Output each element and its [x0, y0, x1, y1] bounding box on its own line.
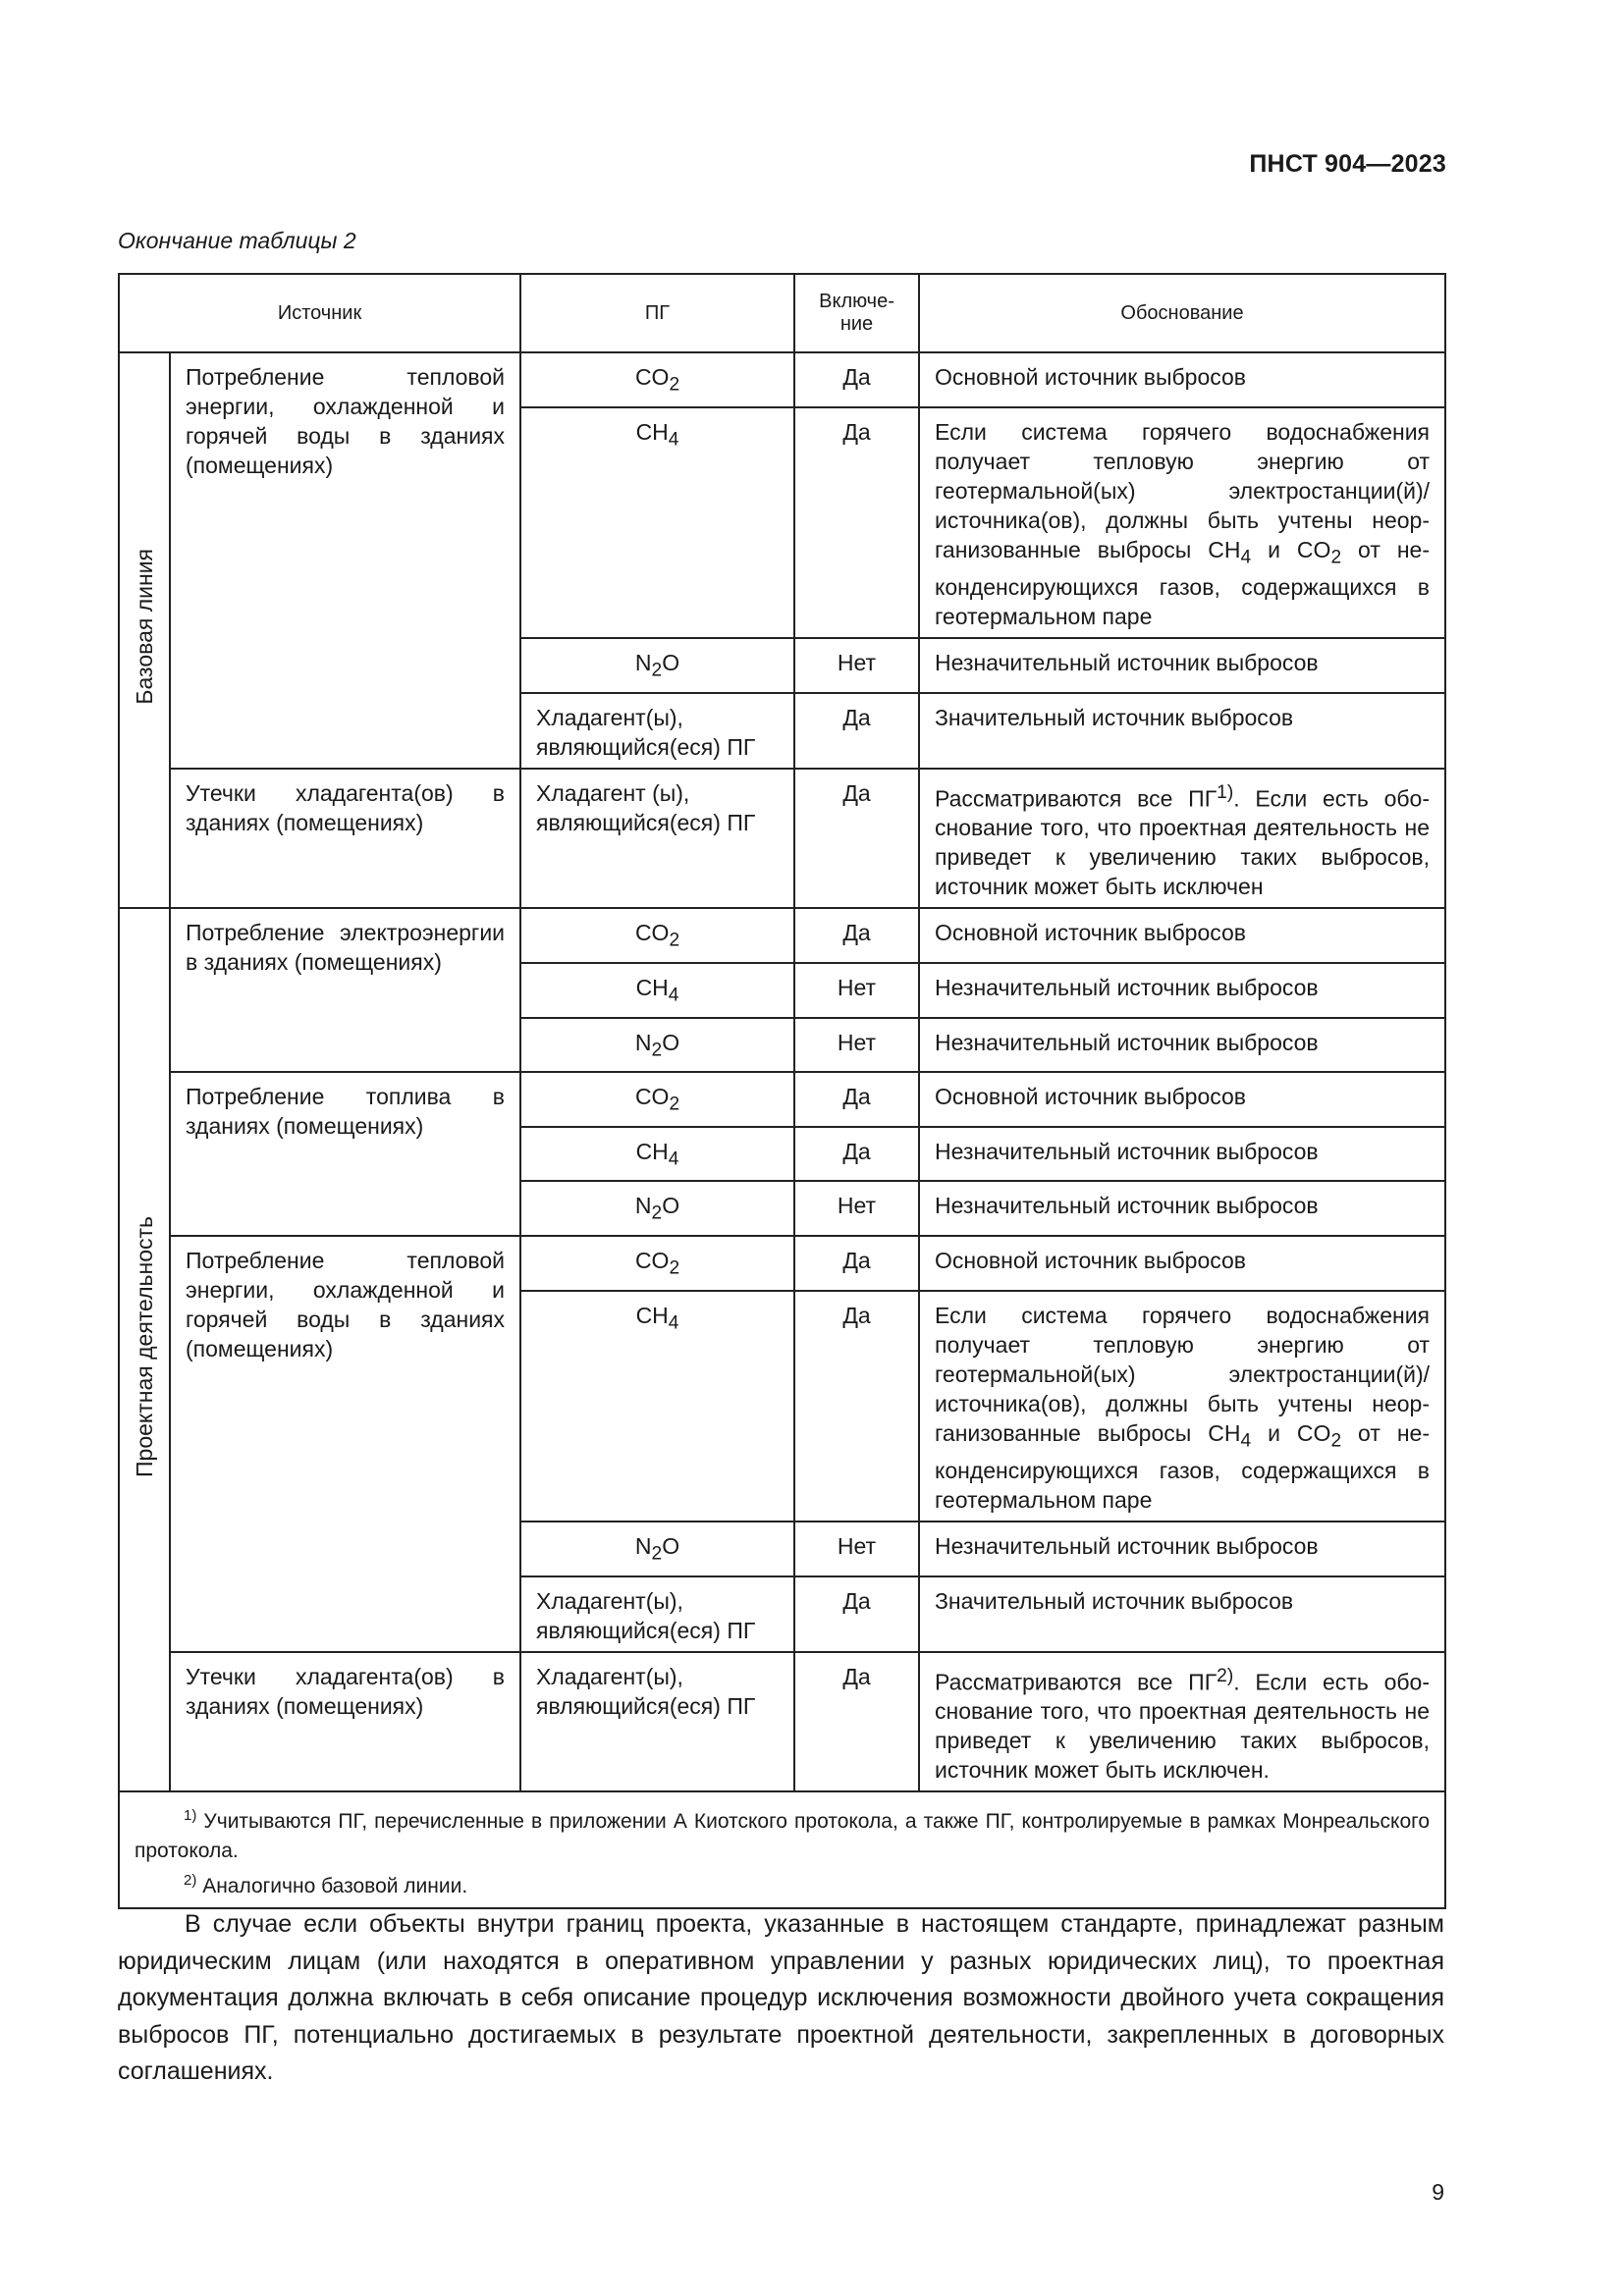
- inclusion-cell: Да: [794, 1236, 919, 1291]
- inclusion-cell: Да: [794, 1291, 919, 1522]
- ghg-cell: [520, 769, 794, 909]
- ghg-cell: [520, 638, 794, 693]
- footnote-1: [135, 1801, 1430, 1866]
- ghg-cell: [520, 1236, 794, 1291]
- ghg-formula-tail: O: [662, 1533, 680, 1560]
- source-name-cell: Утечки хладагента(ов) в зданиях (помещениях): [170, 769, 520, 909]
- group-label-cell: [119, 352, 170, 908]
- justification-cell: Незначительный источник выбросов: [919, 638, 1445, 693]
- ghg-subscript: 2: [669, 1094, 680, 1115]
- justification-cell: Значительный источник выбросов: [919, 693, 1445, 769]
- ghg-formula: Хладагент(ы), являющийся(еся) ПГ: [536, 704, 756, 760]
- ghg-formula: CH: [635, 975, 669, 1001]
- ghg-formula-tail: O: [662, 1029, 680, 1055]
- source-name-cell: Потребление электроэнергии в зданиях (помещениях): [170, 908, 520, 1072]
- ghg-cell: [520, 963, 794, 1018]
- inclusion-cell: Нет: [794, 963, 919, 1018]
- inclusion-cell: Да: [794, 1127, 919, 1182]
- ghg-formula: CH: [635, 1302, 669, 1328]
- col-header-inclusion: Включе- ние: [794, 274, 919, 352]
- ghg-subscript: 2: [669, 1257, 680, 1279]
- table-row: [119, 1236, 1445, 1291]
- ghg-subscript: 2: [651, 1543, 663, 1565]
- inclusion-cell: Да: [794, 407, 919, 639]
- justification-cell: Основной источник выбросов: [919, 352, 1445, 407]
- ghg-formula-tail: O: [662, 1193, 680, 1219]
- footnote-1-text: Учитываются ПГ, перечисленные в приложении А Киотского протокола, а также ПГ, контролируемые в рамках Монреальского протокола.: [135, 1810, 1431, 1863]
- justification-cell: Основной источник выбросов: [919, 908, 1445, 963]
- ghg-subscript: 2: [651, 1203, 663, 1224]
- justification-cell: Если система горячего водоснабжения получает тепловую энергию от геотермальной(ых) электростанции(й)/ источника(ов), должны быть учтены неорганизованные выбросы $CH_4$ и $CO_2$ от неконденсирующихся газов, содержащихся в геотермальном паре: [919, 1291, 1445, 1522]
- table-row: [119, 352, 1445, 407]
- inclusion-cell: Да: [794, 352, 919, 407]
- ghg-formula: N: [634, 650, 652, 676]
- doc-code: ПНСТ 904—2023: [1249, 150, 1446, 178]
- table-row: [119, 908, 1445, 963]
- ghg-cell: [520, 1576, 794, 1652]
- group-label-cell: [119, 908, 170, 1791]
- inclusion-cell: Нет: [794, 1522, 919, 1576]
- justification-cell: Незначительный источник выбросов: [919, 1127, 1445, 1182]
- footnote-2: [135, 1866, 1430, 1901]
- table-caption: Окончание таблицы 2: [118, 228, 356, 253]
- ghg-cell: [520, 1018, 794, 1073]
- ghg-formula: Хладагент(ы), являющийся(еся) ПГ: [536, 1663, 756, 1719]
- justification-cell: Незначительный источник выбросов: [919, 963, 1445, 1018]
- ghg-cell: [520, 1652, 794, 1792]
- ghg-cell: [520, 1127, 794, 1182]
- footnotes-row: [119, 1791, 1445, 1908]
- group-label: Проектная деятельность: [132, 1215, 157, 1477]
- ghg-subscript: 2: [651, 660, 663, 681]
- inclusion-cell: Да: [794, 1576, 919, 1652]
- table-row: [119, 1652, 1445, 1792]
- ghg-cell: [520, 1181, 794, 1236]
- justification-cell: Рассматриваются все ПГ$^{2)}$. Если есть обоснование того, что проектная деятельность не приведет к увеличению таких выбросов, источник может быть исключен.: [919, 1652, 1445, 1792]
- inclusion-cell: Нет: [794, 1181, 919, 1236]
- ghg-cell: [520, 1291, 794, 1522]
- inclusion-cell: Нет: [794, 1018, 919, 1073]
- justification-cell: Основной источник выбросов: [919, 1236, 1445, 1291]
- justification-cell: Незначительный источник выбросов: [919, 1018, 1445, 1073]
- page-number: 9: [1432, 2179, 1444, 2205]
- table-body: [119, 352, 1445, 1791]
- ghg-formula: CH: [635, 1138, 669, 1164]
- group-label: Базовая линия: [132, 549, 157, 705]
- inclusion-cell: Да: [794, 769, 919, 909]
- ghg-cell: [520, 1072, 794, 1127]
- inclusion-cell: Да: [794, 1072, 919, 1127]
- source-name-cell: Потребление тепловой энергии, охлажденной и горячей воды в зданиях (помещениях): [170, 352, 520, 769]
- inclusion-cell: Да: [794, 693, 919, 769]
- ghg-formula: N: [634, 1533, 652, 1560]
- table-header-row: [119, 274, 1445, 352]
- ghg-formula: CO: [634, 920, 670, 946]
- ghg-cell: [520, 908, 794, 963]
- ghg-formula: N: [634, 1029, 652, 1055]
- table-row: [119, 1072, 1445, 1127]
- footnote-2-mark: 2): [184, 1872, 197, 1890]
- ghg-formula: CO: [634, 1248, 670, 1273]
- ghg-cell: [520, 1522, 794, 1576]
- ghg-formula: CH: [635, 418, 669, 445]
- body-paragraph: В случае если объекты внутри границ проекта, указанные в настоящем стандарте, принадлежат разным юридическим лицам (или находятся в оперативном управлении у разных юридических лиц), то проектная документация должна включать в себя описание процедур исключения возможности двойного учета сокращения выбросов ПГ, потенциально достигаемых в результате проектной деятельности, закрепленных в договорных соглашениях.: [118, 1910, 1444, 2085]
- source-name-cell: Утечки хладагента(ов) в зданиях (помещениях): [170, 1652, 520, 1792]
- inclusion-cell: Да: [794, 1652, 919, 1792]
- justification-cell: Незначительный источник выбросов: [919, 1522, 1445, 1576]
- ghg-formula: CO: [634, 1084, 670, 1110]
- justification-cell: Основной источник выбросов: [919, 1072, 1445, 1127]
- inclusion-cell: Да: [794, 908, 919, 963]
- col-header-justification: Обоснование: [919, 274, 1445, 352]
- ghg-subscript: 4: [668, 1148, 679, 1170]
- footnote-1-mark: 1): [184, 1807, 197, 1825]
- ghg-subscript: 2: [669, 374, 680, 396]
- source-name-cell: Потребление тепловой энергии, охлажденной и горячей воды в зданиях (помещениях): [170, 1236, 520, 1652]
- ghg-subscript: 4: [668, 985, 679, 1006]
- emissions-sources-table: [118, 273, 1446, 1909]
- justification-cell: Рассматриваются все ПГ$^{1)}$. Если есть обоснование того, что проектная деятельность не приведет к увеличению таких выбросов, источник может быть исключен: [919, 769, 1445, 909]
- table-row: [119, 769, 1445, 909]
- ghg-cell: [520, 693, 794, 769]
- inclusion-cell: Нет: [794, 638, 919, 693]
- source-name-cell: Потребление топлива в зданиях (помещениях): [170, 1072, 520, 1236]
- justification-cell: Незначительный источник выбросов: [919, 1181, 1445, 1236]
- justification-cell: Значительный источник выбросов: [919, 1576, 1445, 1652]
- ghg-subscript: 2: [651, 1040, 663, 1061]
- ghg-formula-tail: O: [662, 650, 680, 676]
- col-header-ghg: ПГ: [520, 274, 794, 352]
- ghg-formula: Хладагент (ы), являющийся(еся) ПГ: [536, 779, 756, 835]
- ghg-formula: CO: [634, 364, 670, 390]
- ghg-subscript: 4: [668, 1312, 679, 1334]
- ghg-cell: [520, 352, 794, 407]
- col-header-source: Источник: [119, 274, 520, 352]
- justification-cell: Если система горячего водоснабжения получает тепловую энергию от геотермальной(ых) электростанции(й)/ источника(ов), должны быть учтены неорганизованные выбросы $CH_4$ и $CO_2$ от неконденсирующихся газов, содержащихся в геотермальном паре: [919, 407, 1445, 639]
- footnote-2-text: Аналогично базовой линии.: [202, 1875, 468, 1898]
- ghg-subscript: 4: [668, 429, 679, 451]
- ghg-cell: [520, 407, 794, 639]
- ghg-subscript: 2: [669, 931, 680, 952]
- ghg-formula: N: [634, 1193, 652, 1219]
- footnotes-cell: [119, 1791, 1445, 1908]
- ghg-formula: Хладагент(ы), являющийся(еся) ПГ: [536, 1587, 756, 1643]
